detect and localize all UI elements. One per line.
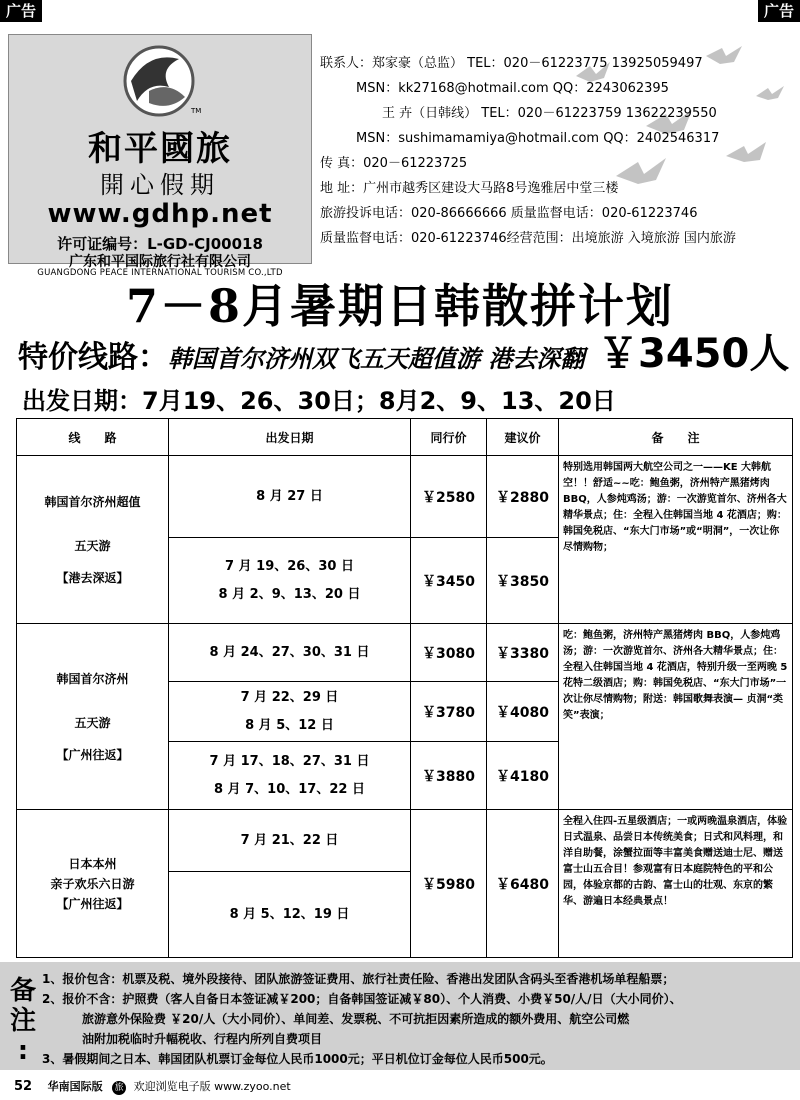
remarks-label: 备 注 : bbox=[9, 976, 36, 1066]
header-route: 线 路 bbox=[17, 419, 169, 456]
peer-price-cell: ￥2580 bbox=[411, 456, 487, 538]
route-cell bbox=[17, 456, 169, 624]
logo-slogan: 開心假期 bbox=[100, 171, 220, 199]
notes-cell: 吃：鲍鱼粥，济州特产黑猪烤肉 BBQ，人参炖鸡汤；游：一次游览首尔、济州各大精华景点；住：全程入住韩国当地 4 花酒店，特别升级一至两晚 5 花特二级酒店；购：韩国免税店、“东大门市场”一次让你尽情购物；附送：韩国歌舞表演— 贞洞“类笑”表演； bbox=[559, 624, 793, 810]
table-row bbox=[17, 624, 793, 682]
date-cell: 8 月 5、12、19 日 bbox=[169, 872, 411, 958]
route-name: 日本本州 bbox=[68, 856, 117, 871]
publisher-name: 华南国际版 bbox=[47, 1080, 103, 1093]
table-header-row bbox=[17, 419, 793, 456]
remark-excluded-cont-1: 旅游意外保险费 ￥20/人（大小同价）、单间差、发票税、不可抗拒因素所造成的额外费用、航空公司燃 bbox=[82, 1012, 630, 1026]
route-cell bbox=[17, 624, 169, 810]
complaint-phone-row: 旅游投诉电话：020-86666666 质量监督电话：020-61223746 bbox=[320, 206, 698, 221]
remark-excluded-cont-2: 油附加税临时升幅税收、行程内所列自费项目 bbox=[82, 1032, 323, 1046]
date-cell: 7 月 19、26、30 日 8 月 2、9、13、20 日 bbox=[169, 538, 411, 624]
peer-price-cell: ￥3080 bbox=[411, 624, 487, 682]
logo-panel bbox=[8, 34, 312, 278]
retail-price-cell: ￥3850 bbox=[487, 538, 559, 624]
logo-name: 和平國旅 bbox=[88, 129, 232, 169]
route-name: 韩国首尔济州超值 bbox=[44, 494, 141, 509]
route-duration: 亲子欢乐六日游 bbox=[50, 876, 135, 891]
contact-row-3: 王 卉（日韩线） TEL：020－61223759 13622239550 bbox=[382, 106, 717, 121]
route-transfer: 【广州往返】 bbox=[56, 896, 129, 911]
retail-price-cell: ￥2880 bbox=[487, 456, 559, 538]
ad-tag-right: 广告 bbox=[758, 0, 800, 22]
date-cell: 7 月 21、22 日 bbox=[169, 810, 411, 872]
special-label: 特价线路： bbox=[18, 340, 168, 375]
tour-price-table bbox=[16, 418, 793, 958]
page-number: 52 bbox=[14, 1079, 33, 1094]
special-route: 韩国首尔济州双飞五天超值游 港去深翻 bbox=[168, 345, 585, 373]
date-cell: 8 月 24、27、30、31 日 bbox=[169, 624, 411, 682]
footer-tagline[interactable]: 欢迎浏览电子版 www.zyoo.net bbox=[133, 1080, 291, 1093]
header-retail-price: 建议价 bbox=[487, 419, 559, 456]
date-cell: 7 月 22、29 日 8 月 5、12 日 bbox=[169, 682, 411, 742]
departure-dates: 出发日期：7月19、26、30日；8月2、9、13、20日 bbox=[22, 387, 616, 415]
peer-price-cell: ￥3780 bbox=[411, 682, 487, 742]
company-name: 广东和平国际旅行社有限公司 bbox=[69, 254, 251, 270]
route-name: 韩国首尔济州 bbox=[56, 671, 129, 686]
header-dates: 出发日期 bbox=[169, 419, 411, 456]
date-cell: 8 月 27 日 bbox=[169, 456, 411, 538]
retail-price-cell: ￥4180 bbox=[487, 742, 559, 810]
table-row bbox=[17, 456, 793, 538]
quality-phone-row: 质量监督电话：020-61223746经营范围：出境旅游 入境旅游 国内旅游 bbox=[320, 231, 736, 246]
contact-row-1: 联系人：郑家豪（总监） TEL：020－61223775 13925059497 bbox=[320, 56, 703, 71]
special-offer bbox=[18, 331, 790, 377]
contact-row-2: MSN：kk27168@hotmail.com QQ：2243062395 bbox=[356, 81, 669, 96]
page-title: 7－8月暑期日韩散拼计划 bbox=[125, 279, 674, 333]
remark-deposit: 3、暑假期间之日本、韩国团队机票订金每位人民币1000元；平日机位订金每位人民币500元。 bbox=[42, 1052, 553, 1066]
company-name-english: GUANGDONG PEACE INTERNATIONAL TOURISM CO.,LTD bbox=[37, 268, 283, 278]
retail-price-cell: ￥3380 bbox=[487, 624, 559, 682]
header-peer-price: 同行价 bbox=[411, 419, 487, 456]
route-transfer: 【广州往返】 bbox=[56, 747, 129, 762]
footer bbox=[14, 1078, 291, 1095]
trademark-mark: TM bbox=[191, 107, 202, 115]
ad-tag-left: 广告 bbox=[0, 0, 42, 22]
route-duration: 五天游 bbox=[74, 538, 111, 553]
fax-row: 传 真：020－61223725 bbox=[320, 156, 468, 171]
notes-cell: 全程入住四-五星级酒店；一或两晚温泉酒店，体验日式温泉、品尝日本传统美食；日式和风料理，和洋自助餐，涂蟹拉面等丰富美食赠送迪士尼、赠送富士山五合目！参观富有日本庭院特色的平和公园，体验京都的古韵、富士山的壮观、东京的繁华、游遍日本经典景点！ bbox=[559, 810, 793, 958]
header-notes: 备 注 bbox=[559, 419, 793, 456]
peer-price-cell: ￥5980 bbox=[411, 810, 487, 958]
route-duration: 五天游 bbox=[74, 715, 111, 730]
permit-number: 许可证编号：L-GD-CJ00018 bbox=[57, 235, 263, 253]
contact-row-4: MSN：sushimamamiya@hotmail.com QQ：2402546317 bbox=[356, 131, 720, 146]
remark-included: 1、报价包含：机票及税、境外段接待、团队旅游签证费用、旅行社责任险、香港出发团队含码头至香港机场单程船票； bbox=[42, 972, 675, 986]
route-cell bbox=[17, 810, 169, 958]
publisher-badge-icon: 旅 bbox=[112, 1081, 126, 1095]
retail-price-cell: ￥6480 bbox=[487, 810, 559, 958]
date-cell: 7 月 17、18、27、31 日 8 月 7、10、17、22 日 bbox=[169, 742, 411, 810]
globe-logo-icon bbox=[119, 41, 202, 121]
peer-price-cell: ￥3880 bbox=[411, 742, 487, 810]
remark-excluded: 2、报价不含：护照费（客人自备日本签证减￥200；自备韩国签证减￥80）、个人消费、小费￥50/人/日（大小同价）、 bbox=[42, 992, 682, 1006]
special-price: ￥3450人 bbox=[598, 331, 790, 377]
retail-price-cell: ￥4080 bbox=[487, 682, 559, 742]
peer-price-cell: ￥3450 bbox=[411, 538, 487, 624]
address-row: 地 址：广州市越秀区建设大马路8号逸雅居中堂三楼 bbox=[320, 181, 619, 196]
route-transfer: 【港去深返】 bbox=[56, 570, 129, 585]
notes-cell: 特别选用韩国两大航空公司之一——KE 大韩航空！！舒适~~吃：鲍鱼粥，济州特产黑猪烤肉 BBQ，人参炖鸡汤；游：一次游览首尔、济州各大精华景点；住：全程入住韩国当地 4 花酒店；购：韩国免税店、“东大门市场”或“明洞”，一次让你尽情购物； bbox=[559, 456, 793, 624]
website-link[interactable]: www.gdhp.net bbox=[47, 199, 273, 229]
table-row bbox=[17, 810, 793, 872]
remarks-panel bbox=[0, 962, 800, 1070]
